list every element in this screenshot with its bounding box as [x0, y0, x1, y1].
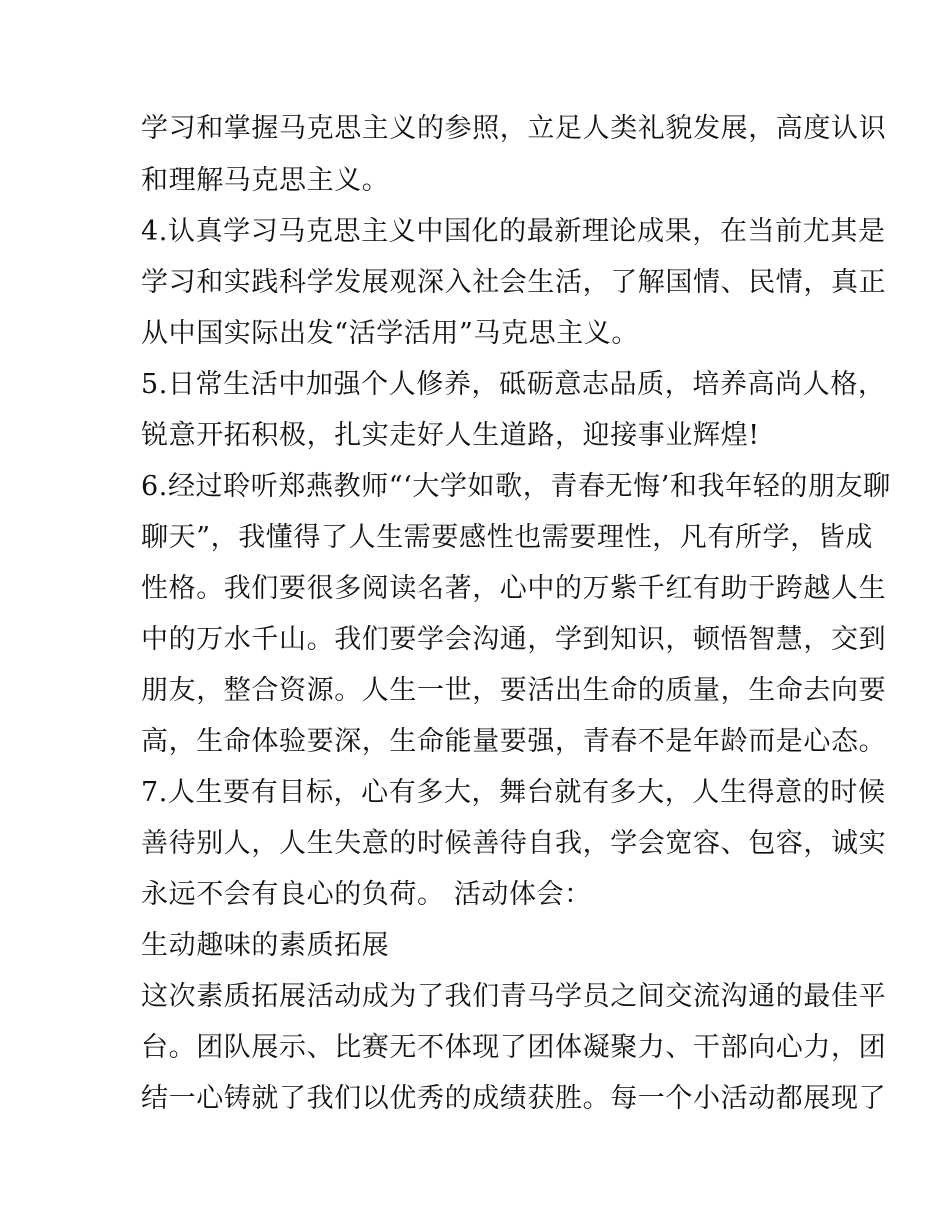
list-item-4: 4.认真学习马克思主义中国化的最新理论成果，在当前尤其是 [141, 216, 886, 247]
text-line: 学习和掌握马克思主义的参照，立足人类礼貌发展，高度认识 [141, 113, 887, 144]
text-line: 和理解马克思主义。 [141, 165, 390, 196]
text-line: 结一心铸就了我们以优秀的成绩获胜。每一个小活动都展现了 [141, 1083, 887, 1114]
text-line: 学习和实践科学发展观深入社会生活，了解国情、民情，真正 [141, 267, 887, 298]
text-line: 从中国实际出发“活学活用”马克思主义。 [141, 318, 640, 349]
text-line: 锐意开拓积极，扎实走好人生道路，迎接事业辉煌! [141, 420, 760, 451]
text-line: 中的万水千山。我们要学会沟通，学到知识，顿悟智慧，交到 [141, 624, 887, 655]
text-line: 永远不会有良心的负荷。 活动体会： [141, 879, 592, 910]
section-heading: 生动趣味的素质拓展 [141, 930, 390, 961]
text-line: 朋友，整合资源。人生一世，要活出生命的质量，生命去向要 [141, 675, 887, 706]
text-line: 台。团队展示、比赛无不体现了团体凝聚力、干部向心力，团 [141, 1032, 887, 1063]
list-item-7: 7.人生要有目标，心有多大，舞台就有多大，人生得意的时候 [141, 777, 886, 808]
list-item-5: 5.日常生活中加强个人修养，砥砺意志品质，培养高尚人格， [141, 369, 886, 400]
text-line: 性格。我们要很多阅读名著，心中的万紫千红有助于跨越人生 [141, 573, 887, 604]
text-line: 这次素质拓展活动成为了我们青马学员之间交流沟通的最佳平 [141, 981, 887, 1012]
list-item-6: 6.经过聆听郑燕教师“‘大学如歌，青春无悔’和我年轻的朋友聊 [141, 471, 891, 502]
text-line: 善待别人，人生失意的时候善待自我，学会宽容、包容，诚实 [141, 828, 887, 859]
text-line: 聊天”，我懂得了人生需要感性也需要理性，凡有所学，皆成 [141, 522, 874, 553]
text-line: 高，生命体验要深，生命能量要强，青春不是年龄而是心态。 [141, 726, 887, 757]
